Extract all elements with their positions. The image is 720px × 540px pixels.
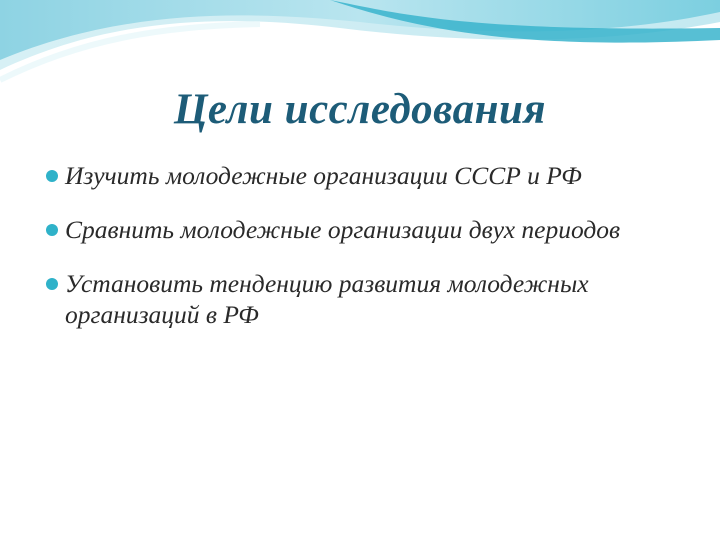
bullet-dot-icon bbox=[46, 224, 58, 236]
bullet-dot-icon bbox=[46, 170, 58, 182]
header-wave-decoration bbox=[0, 0, 720, 90]
list-item bbox=[46, 214, 686, 245]
bullet-text: Изучить молодежные организации СССР и РФ bbox=[65, 161, 582, 190]
bullet-text: Сравнить молодежные организации двух периодов bbox=[65, 215, 621, 244]
slide-title: Цели исследования bbox=[173, 86, 547, 133]
bullet-dot-icon bbox=[46, 278, 58, 290]
bullet-list bbox=[46, 160, 686, 330]
list-item bbox=[46, 160, 686, 191]
bullet-text: Установить тенденцию развития молодежных организаций в РФ bbox=[65, 269, 589, 329]
list-item bbox=[46, 268, 686, 330]
